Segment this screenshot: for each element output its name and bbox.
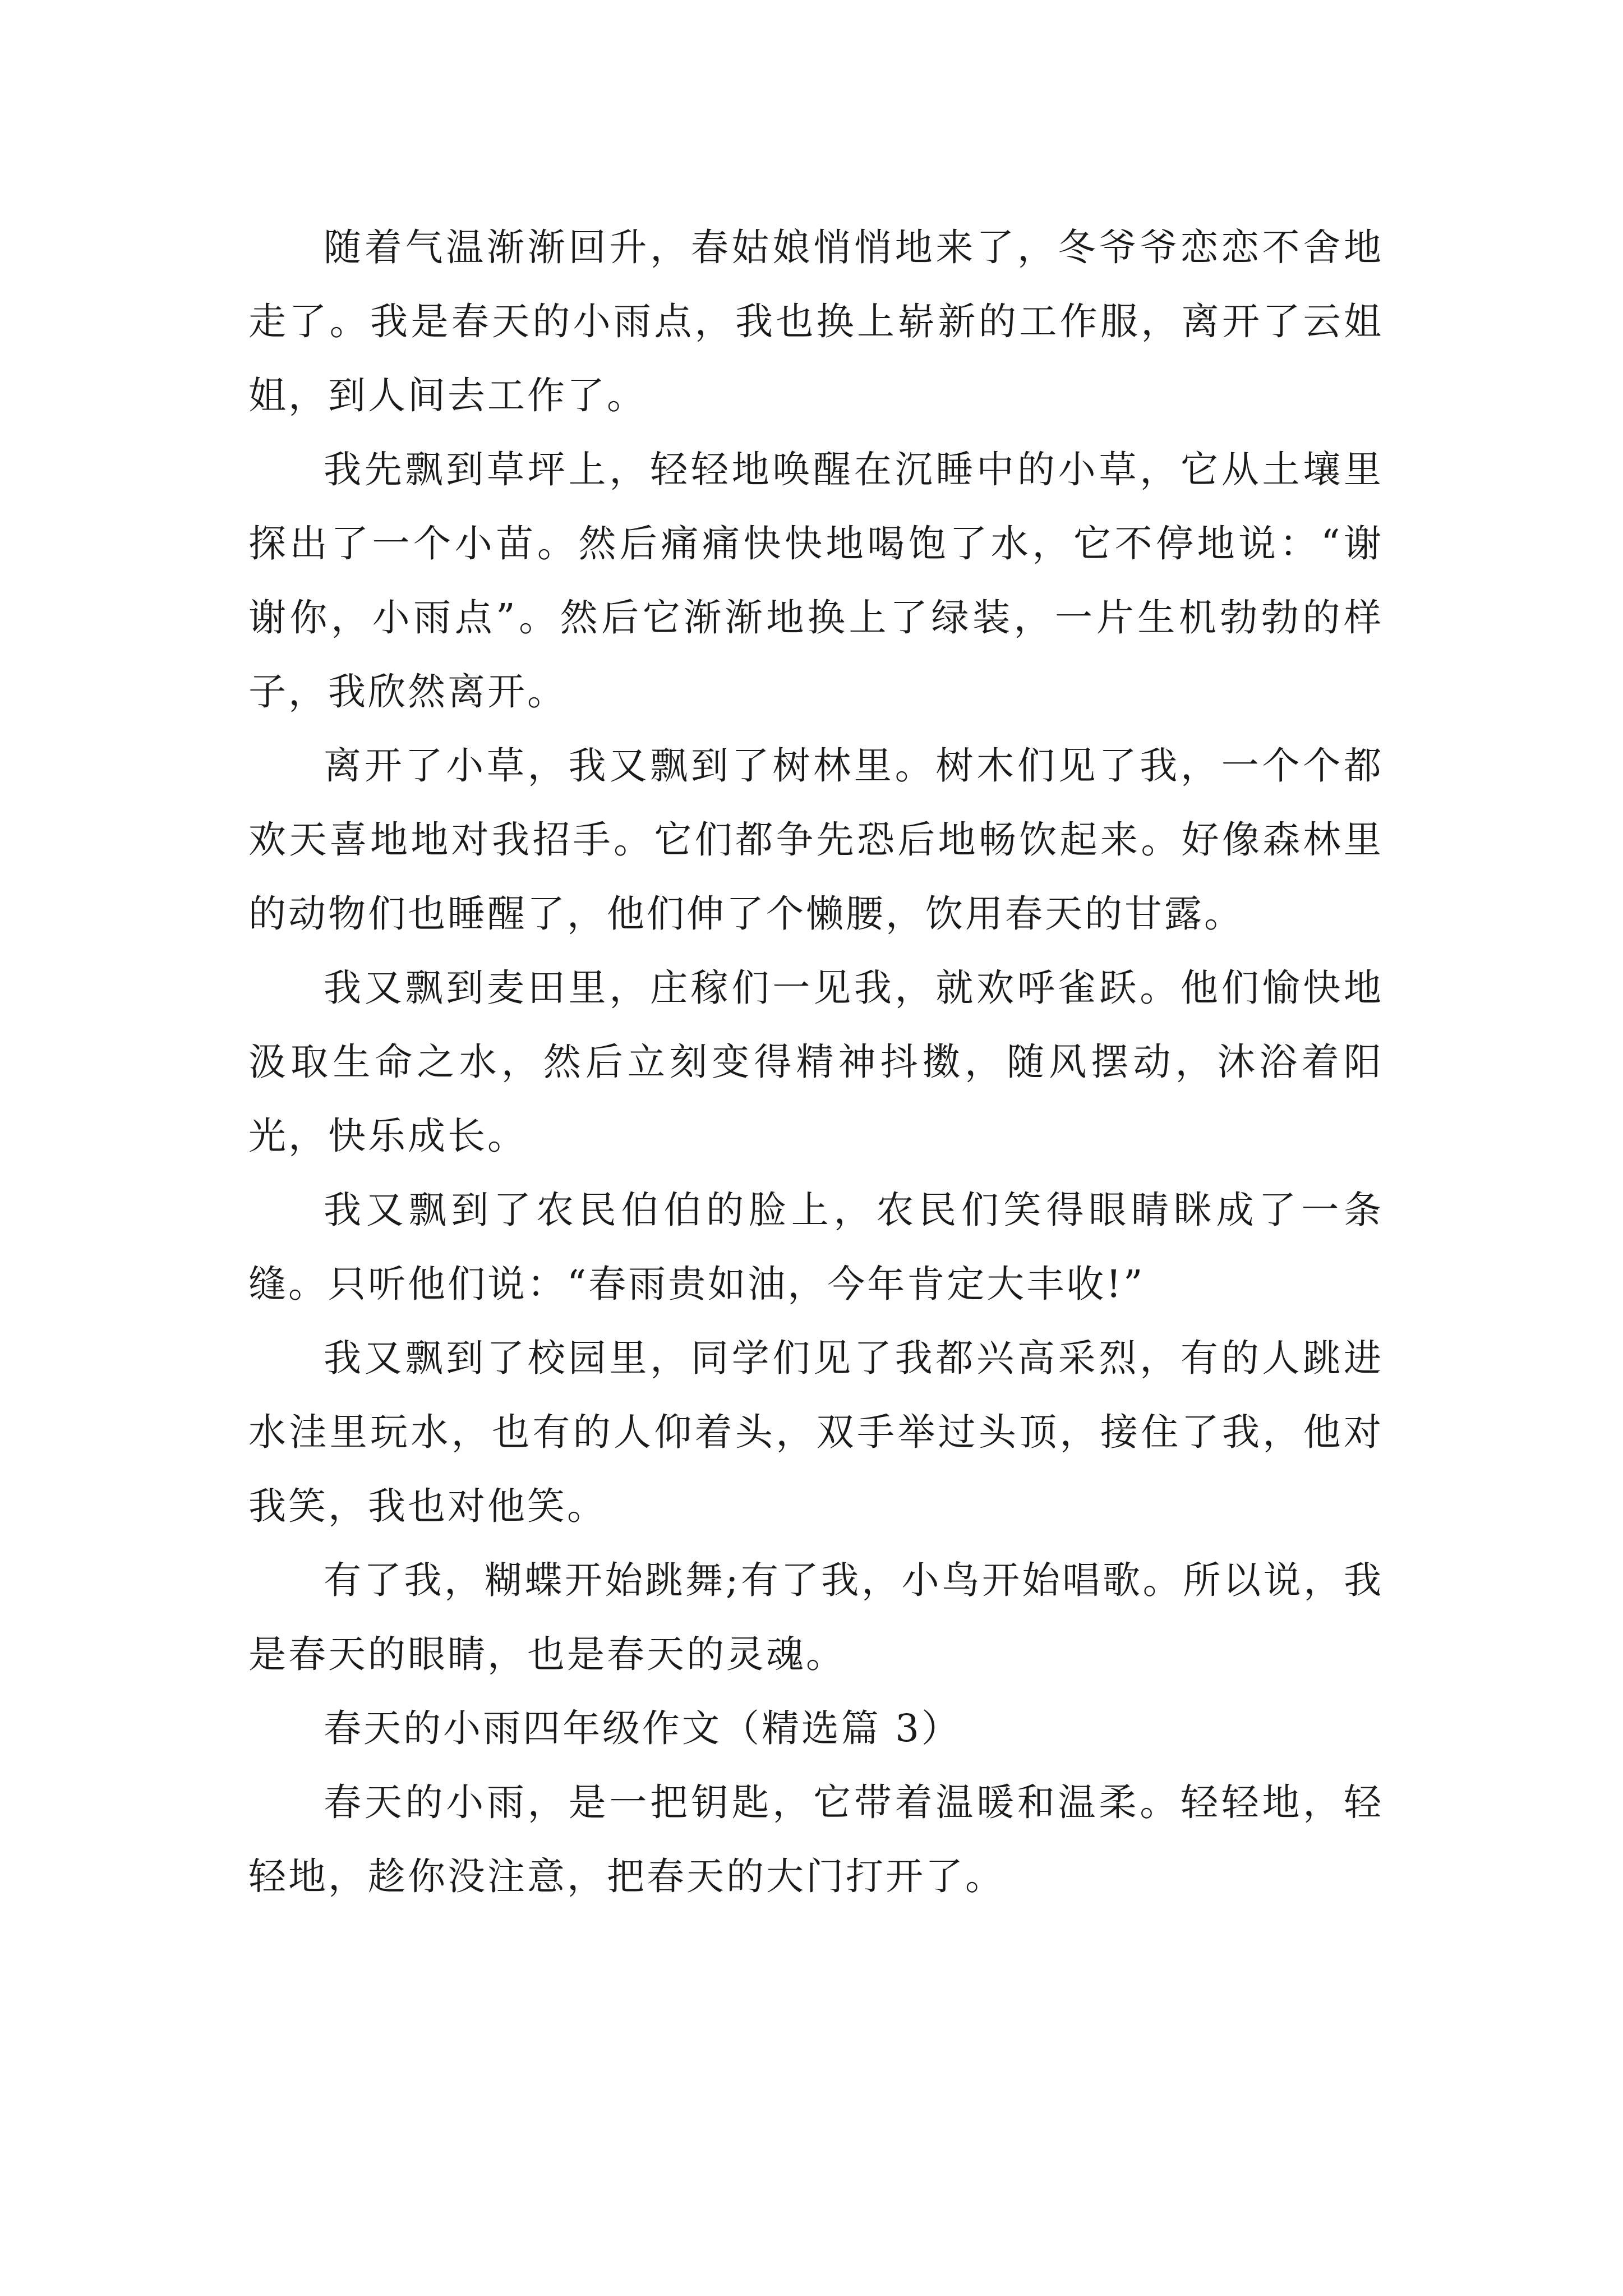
section-heading: 春天的小雨四年级作文（精选篇 3） <box>324 1706 961 1750</box>
paragraph-1: 随着气温渐渐回升，春姑娘悄悄地来了，冬爷爷恋恋不舍地走了。我是春天的小雨点，我也换上崭新的工作服，离开了云姐姐，到人间去工作了。 <box>248 226 1384 417</box>
paragraph-7: 有了我，糊蝶开始跳舞;有了我，小鸟开始唱歌。所以说，我是春天的眼睛，也是春天的灵魂。 <box>248 1558 1384 1676</box>
paragraph-5: 我又飘到了农民伯伯的脸上，农民们笑得眼睛眯成了一条缝。只听他们说：“春雨贵如油，今年肯定大丰收!” <box>248 1188 1384 1306</box>
paragraph-8: 春天的小雨，是一把钥匙，它带着温暖和温柔。轻轻地，轻轻地，趁你没注意，把春天的大门打开了。 <box>248 1780 1384 1898</box>
paragraph-6: 我又飘到了校园里，同学们见了我都兴高采烈，有的人跳进水洼里玩水，也有的人仰着头，双手举过头顶，接住了我，他对我笑，我也对他笑。 <box>248 1336 1384 1528</box>
document-body <box>248 210 1384 1913</box>
paragraph-4: 我又飘到麦田里，庄稼们一见我，就欢呼雀跃。他们愉快地汲取生命之水，然后立刻变得精神抖擞，随风摆动，沐浴着阳光，快乐成长。 <box>248 966 1384 1158</box>
paragraph-3: 离开了小草，我又飘到了树林里。树木们见了我，一个个都欢天喜地地对我招手。它们都争先恐后地畅饮起来。好像森林里的动物们也睡醒了，他们伸了个懒腰，饮用春天的甘露。 <box>248 744 1384 936</box>
paragraph-2: 我先飘到草坪上，轻轻地唤醒在沉睡中的小草，它从土壤里探出了一个小苗。然后痛痛快快地喝饱了水，它不停地说：“谢谢你，小雨点”。然后它渐渐地换上了绿装，一片生机勃勃的样子，我欣然离开。 <box>248 448 1384 714</box>
